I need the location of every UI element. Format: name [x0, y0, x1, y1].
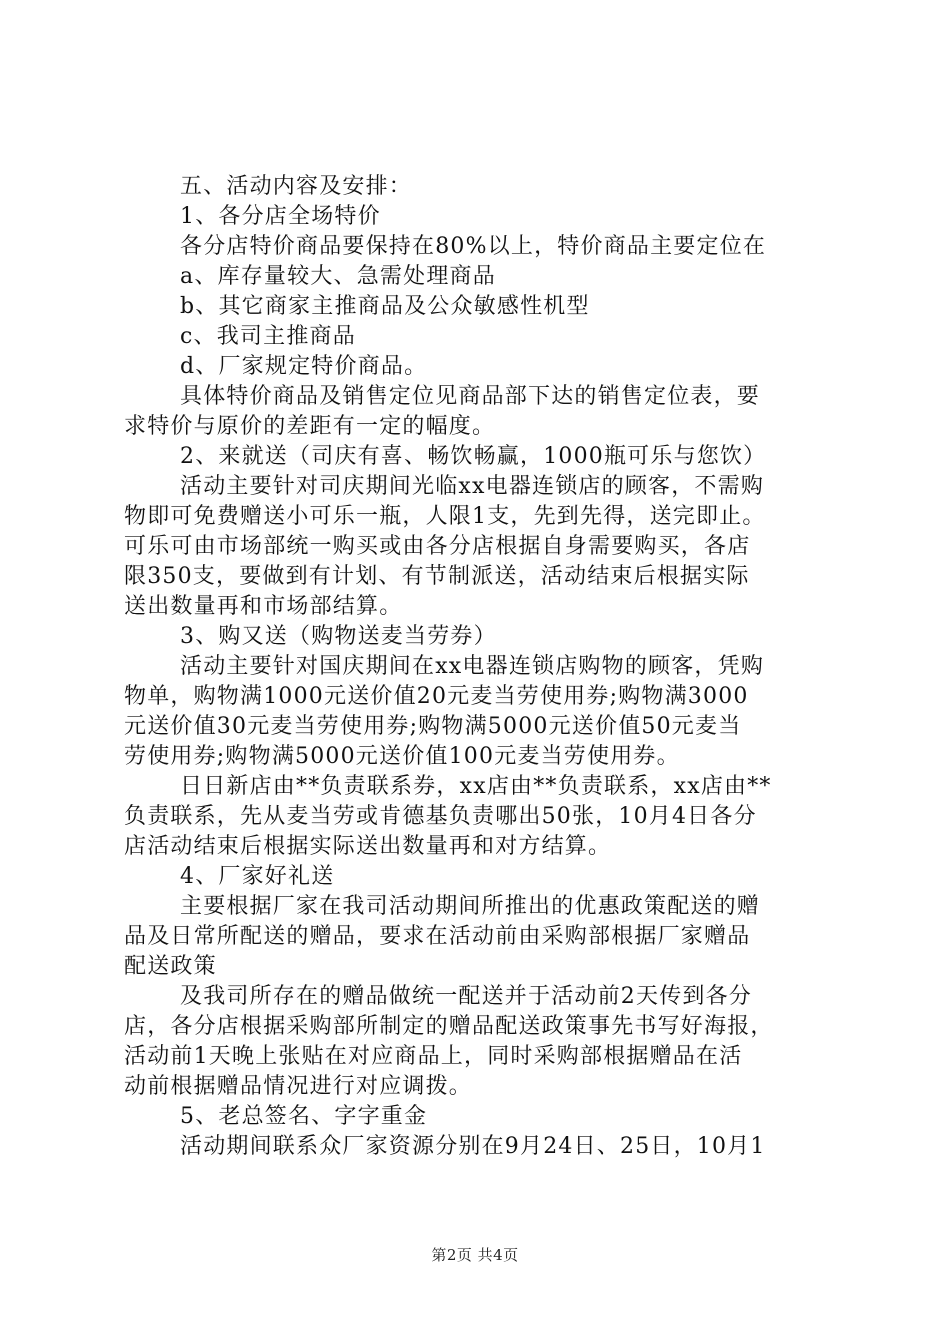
paragraph-line: 劳使用券;购物满5000元送价值100元麦当劳使用券。	[124, 744, 680, 769]
paragraph-line: 活动前1天晚上张贴在对应商品上，同时采购部根据赠品在活	[124, 1044, 743, 1069]
paragraph-line: 物单，购物满1000元送价值20元麦当劳使用券;购物满3000	[124, 684, 749, 709]
section-heading: 五、活动内容及安排：	[180, 174, 413, 199]
list-item: d、厂家规定特价商品。	[180, 354, 428, 379]
page-footer	[0, 1244, 950, 1265]
subsection-heading: 3、购又送（购物送麦当劳券）	[180, 624, 497, 649]
paragraph-line: 求特价与原价的差距有一定的幅度。	[124, 414, 496, 439]
list-item: a、库存量较大、急需处理商品	[180, 264, 496, 289]
paragraph-line: 可乐可由市场部统一购买或由各分店根据自身需要购买，各店	[124, 534, 751, 559]
paragraph-line: 活动主要针对国庆期间在xx电器连锁店购物的顾客，凭购	[180, 654, 765, 679]
paragraph-line: 元送价值30元麦当劳使用券;购物满5000元送价值50元麦当	[124, 714, 742, 739]
paragraph-line: 限350支，要做到有计划、有节制派送，活动结束后根据实际	[124, 564, 750, 589]
paragraph-line: 及我司所存在的赠品做统一配送并于活动前2天传到各分	[180, 984, 752, 1009]
subsection-heading: 2、来就送（司庆有喜、畅饮畅赢，1000瓶可乐与您饮）	[180, 444, 767, 469]
paragraph-line: 负责联系，先从麦当劳或肯德基负责哪出50张，10月4日各分	[124, 804, 757, 829]
paragraph-line: 配送政策	[124, 954, 217, 979]
paragraph-line: 品及日常所配送的赠品，要求在活动前由采购部根据厂家赠品	[124, 924, 751, 949]
paragraph-line: 具体特价商品及销售定位见商品部下达的销售定位表，要	[180, 384, 761, 409]
paragraph-line: 店，各分店根据采购部所制定的赠品配送政策事先书写好海报，	[124, 1014, 774, 1039]
paragraph-line: 活动期间联系众厂家资源分别在9月24日、25日，10月1	[180, 1134, 766, 1159]
paragraph-line: 动前根据赠品情况进行对应调拨。	[124, 1074, 473, 1099]
paragraph-line: 主要根据厂家在我司活动期间所推出的优惠政策配送的赠	[180, 894, 761, 919]
list-item: b、其它商家主推商品及公众敏感性机型	[180, 294, 590, 319]
paragraph-line: 日日新店由**负责联系券，xx店由**负责联系，xx店由**	[180, 774, 772, 799]
page-number: 第2页 共4页	[431, 1246, 519, 1264]
subsection-heading: 1、各分店全场特价	[180, 204, 381, 229]
list-item: c、我司主推商品	[180, 324, 356, 349]
subsection-heading: 4、厂家好礼送	[180, 864, 335, 889]
document-body	[124, 172, 838, 1162]
paragraph-line: 物即可免费赠送小可乐一瓶，人限1支，先到先得，送完即止。	[124, 504, 766, 529]
paragraph-line: 各分店特价商品要保持在80%以上，特价商品主要定位在	[180, 234, 767, 259]
paragraph-line: 店活动结束后根据实际送出数量再和对方结算。	[124, 834, 612, 859]
paragraph-line: 活动主要针对司庆期间光临xx电器连锁店的顾客，不需购	[180, 474, 765, 499]
paragraph-line: 送出数量再和市场部结算。	[124, 594, 403, 619]
subsection-heading: 5、老总签名、字字重金	[180, 1104, 428, 1129]
